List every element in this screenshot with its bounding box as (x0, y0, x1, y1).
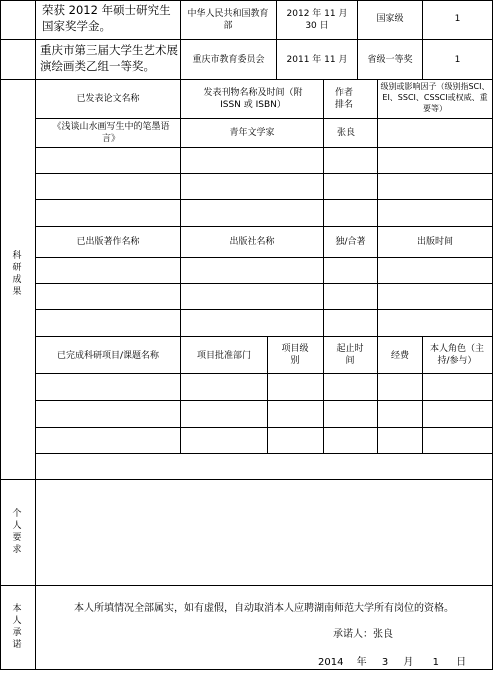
award-2-date: 2011 年 11 月 (286, 55, 348, 65)
commitment-date (318, 656, 466, 670)
books-header-name: 已出版著作名称 (76, 237, 140, 247)
projects-header-level: 项目级别 (281, 344, 309, 366)
commitment-signer: 承诺人：张良 (333, 629, 393, 640)
award-1-org: 中华人民共和国教育部 (187, 9, 269, 31)
award-2-name: 重庆市第三届大学生艺术展演绘画类乙组一等奖。 (40, 43, 178, 73)
award-1-name: 荣获 2012 年硕士研究生国家奖学金。 (42, 3, 171, 33)
date-month: 3 (381, 657, 389, 668)
projects-header-period: 起止时间 (336, 344, 364, 366)
papers-header-rank: 作者排名 (334, 88, 353, 110)
date-day-label: 日 (456, 657, 467, 668)
papers-header-name: 已发表论文名称 (76, 94, 140, 104)
projects-header-funding: 经费 (390, 351, 409, 361)
papers-header-level: 级别或影响因子（级别指SCI、EI、SSCI、CSSCI或权威、重要等） (380, 82, 490, 113)
books-header-authorship: 独/合著 (335, 237, 366, 247)
date-year-label: 年 (356, 657, 367, 668)
award-2-level: 省级一等奖 (367, 55, 413, 65)
commitment-statement: 本人所填情况全部属实，如有虚假，自动取消本人应聘湖南师范大学所有岗位的资格。 (74, 603, 454, 614)
award-1-count: 1 (454, 14, 461, 24)
books-header-publisher: 出版社名称 (229, 237, 275, 247)
projects-header-role: 本人角色（主持/参与） (429, 344, 484, 366)
date-month-label: 月 (403, 657, 414, 668)
date-day: 1 (432, 657, 439, 668)
projects-header-dept: 项目批准部门 (196, 351, 251, 361)
commitment-section-label: 本人承诺 (12, 604, 22, 650)
award-2-count: 1 (454, 55, 461, 65)
paper-1-journal: 青年文学家 (229, 128, 275, 138)
requirements-field[interactable] (36, 480, 492, 585)
research-section-label: 科研成果 (12, 251, 22, 297)
paper-1-author-rank: 张良 (336, 128, 355, 138)
books-header-date: 出版时间 (416, 237, 453, 247)
date-year: 2014 (318, 657, 344, 668)
projects-header-name: 已完成科研项目/课题名称 (56, 351, 160, 361)
award-1-date: 2012 年 11 月 30 日 (286, 9, 348, 31)
award-2-org: 重庆市教育委员会 (192, 55, 265, 65)
award-1-level: 国家级 (376, 14, 404, 24)
paper-1-title: 《浅谈山水画写生中的笔墨语言》 (52, 122, 170, 144)
papers-header-journal: 发表刊物名称及时间（附 ISSN 或 ISBN） (203, 88, 303, 110)
requirements-section-label: 个人要求 (12, 509, 22, 555)
